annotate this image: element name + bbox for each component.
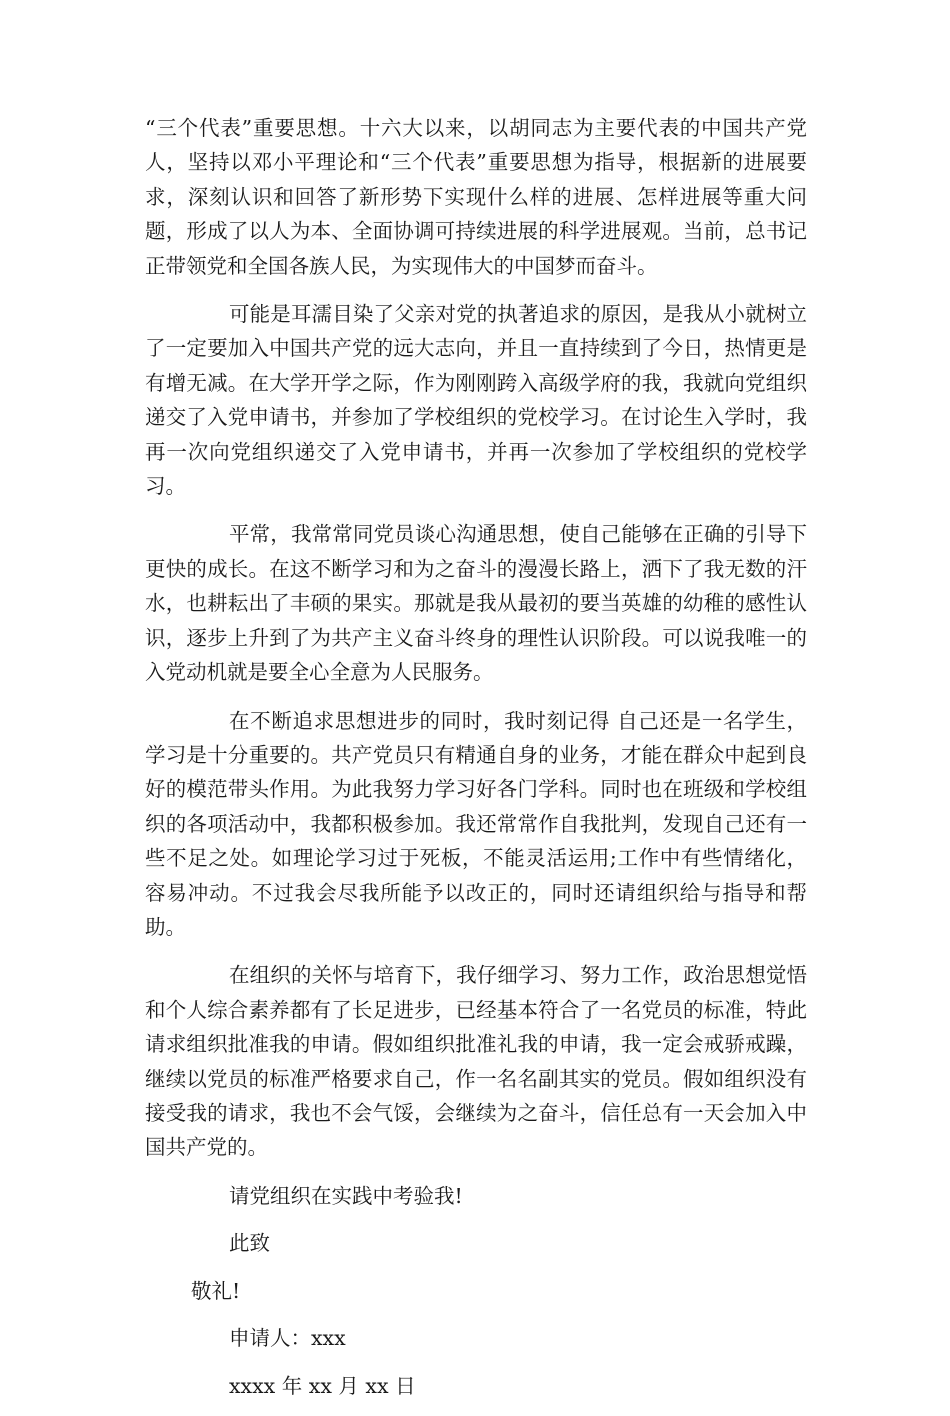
salutation-jing-li: 敬礼!	[191, 1278, 241, 1303]
application-date: xxxx 年 xx 月 xx 日	[229, 1373, 416, 1398]
document-page	[145, 111, 807, 1416]
paragraph-1: “三个代表”重要思想。十六大以来，以胡同志为主要代表的中国共产党人，坚持以邓小平理论和“三个代表”重要思想为指导，根据新的进展要求，深刻认识和回答了新形势下实现什么样的进展、怎样进展等重大问题，形成了以人为本、全面协调可持续进展的科学进展观。当前，总书记正带领党和全国各族人民，为实现伟大的中国梦而奋斗。	[145, 116, 807, 278]
paragraph-2: 可能是耳濡目染了父亲对党的执著追求的原因，是我从小就树立了一定要加入中国共产党的远大志向，并且一直持续到了今日，热情更是有增无减。在大学开学之际，作为刚刚跨入高级学府的我，我就向党组织递交了入党申请书，并参加了学校组织的党校学习。在讨论生入学时，我再一次向党组织递交了入党申请书，并再一次参加了学校组织的党校学习。	[145, 302, 807, 499]
paragraph-3: 平常，我常常同党员谈心沟通思想，使自己能够在正确的引导下更快的成长。在这不断学习和为之奋斗的漫漫长路上，洒下了我无数的汗水，也耕耘出了丰硕的果实。那就是我从最初的要当英雄的幼稚的感性认识，逐步上升到了为共产主义奋斗终身的理性认识阶段。可以说我唯一的入党动机就是要全心全意为人民服务。	[145, 522, 807, 685]
paragraph-5: 在组织的关怀与培育下，我仔细学习、努力工作，政治思想觉悟和个人综合素养都有了长足进步，已经基本符合了一名党员的标准，特此请求组织批准我的申请。假如组织批准礼我的申请，我一定会戒骄戒躁，继续以党员的标准严格要求自己，作一名名副其实的党员。假如组织没有接受我的请求，我也不会气馁，会继续为之奋斗，信任总有一天会加入中国共产党的。	[145, 963, 807, 1160]
applicant-signature: 申请人：xxx	[229, 1326, 346, 1351]
paragraph-4: 在不断追求思想进步的同时，我时刻记得 自己还是一名学生，学习是十分重要的。共产党员只有精通自身的业务，才能在群众中起到良好的模范带头作用。为此我努力学习好各门学科。同时也在班级和学校组织的各项活动中，我都积极参加。我还常常作自我批判，发现自己还有一些不足之处。如理论学习过于死板，不能灵活运用;工作中有些情绪化，容易冲动。不过我会尽我所能予以改正的，同时还请组织给与指导和帮助。	[145, 708, 807, 939]
salutation-ci-zhi: 此致	[229, 1231, 270, 1256]
closing-line: 请党组织在实践中考验我!	[229, 1183, 463, 1208]
